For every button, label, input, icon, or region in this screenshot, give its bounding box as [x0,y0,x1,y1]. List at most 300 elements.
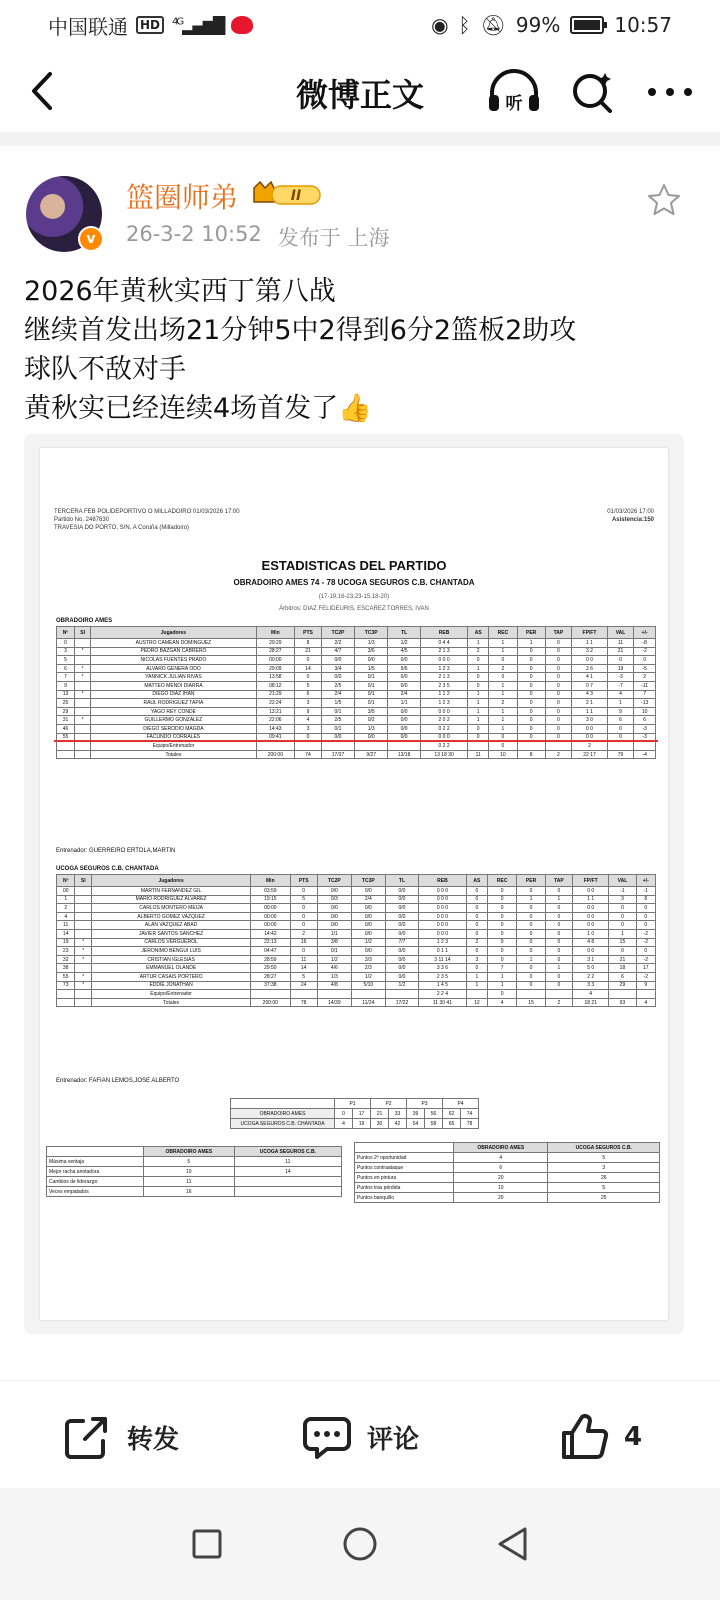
stats-cell: 1 [545,895,572,904]
team2-stats-table [56,874,656,1007]
stats-cell: 1 2 3 [420,664,467,673]
stats-cell: 2 1 3 [420,673,467,682]
stats-cell: 3/4 [321,664,354,673]
stats-cell [545,990,572,999]
stats-header-cell: PTS [295,627,322,639]
summary-header-cell [47,1147,144,1157]
table-row [57,664,656,673]
stats-cell: 0 [636,921,655,930]
comment-button[interactable] [240,1392,480,1482]
highlight-underline [54,740,658,742]
stats-cell: 18 21 [573,998,609,1007]
stats-cell: 25 [57,699,75,708]
stats-cell [517,742,545,751]
summary-cell: 11 [234,1157,341,1167]
doc-header-date: 01/03/2026 17:00 [607,509,654,515]
stats-cell: 0/0 [355,733,388,742]
stats-cell: 3 [609,895,636,904]
stats-cell [636,990,655,999]
summary-cell: 10 [454,1183,548,1193]
summary-header-row [47,1147,342,1157]
stats-cell: 3 11 14 [419,955,467,964]
stats-cell: 0 [609,921,636,930]
stats-cell: * [75,716,91,725]
summary-cell: 5 [143,1157,234,1167]
box-score-document [40,448,668,1320]
stats-cell: 6 [609,972,636,981]
stats-cell: 1/2 [388,639,421,648]
stats-cell: 0/0 [388,656,421,665]
doc-header-line: TRAVESIA DO PORTO, S/N, A Coruña (Milladoiro) [54,525,190,531]
stats-cell: 2 2 [573,972,609,981]
stats-cell: 00:00 [251,921,290,930]
stats-cell: 3 1 [573,955,609,964]
stats-cell: 1 [466,972,487,981]
stats-cell: 38 [57,964,75,973]
stats-cell: 0/1 [355,681,388,690]
table-row [355,1183,660,1193]
summary-cell: 20 [454,1193,548,1203]
thumbs-up-icon [558,1411,610,1463]
stats-cell: 0 [634,656,656,665]
stats-cell: 0/0 [385,955,418,964]
stats-cell: 1 [488,972,517,981]
stats-cell: 0 [488,929,517,938]
stats-cell: 0 [607,656,634,665]
stats-cell [75,656,91,665]
stats-cell: 2 [57,904,75,913]
stats-cell: 0 [295,656,322,665]
stats-cell [256,742,295,751]
stats-cell: 0/0 [321,733,354,742]
stats-cell: 0 7 [572,681,608,690]
stats-cell: 0 [517,929,546,938]
stats-cell: MARIO RODRIGUEZ ALVAREZ [92,895,251,904]
stats-cell: PEDRO BAZGAN CABRERO [91,647,256,656]
stats-cell: 1 [517,955,546,964]
stats-cell: 1 [468,639,489,648]
stats-cell: 9 [488,938,517,947]
stats-cell: 0 [517,681,545,690]
clock: 10:57 [614,13,672,37]
stats-cell: 21 [607,647,634,656]
stats-cell: 0 [636,912,655,921]
stats-cell: 0 0 0 [419,887,467,896]
stats-cell: 6 [607,716,634,725]
stats-cell: 1/1 [317,929,351,938]
summary-header-cell [355,1143,454,1153]
stats-cell: 0/0 [321,673,354,682]
stats-cell: 6 [57,664,75,673]
stats-cell: 0 [466,895,487,904]
quarter-team-cell: UCOGA SEGUROS C.B. CHANTADA [231,1119,335,1129]
quarter-header-cell: P3 [407,1099,443,1109]
stats-cell: 200:00 [256,750,295,759]
stats-cell: 46 [57,724,75,733]
stats-cell: 0 [468,673,489,682]
stats-cell: 1 [607,699,634,708]
stats-cell: 0 0 [573,887,609,896]
stats-cell: 0/1 [321,707,354,716]
summary-cell [234,1177,341,1187]
stats-cell: 1 2 3 [420,699,467,708]
stats-cell: 7 [57,673,75,682]
stats-cell [75,887,92,896]
table-row [57,707,656,716]
stats-cell: 0/0 [385,904,418,913]
comment-label: 评论 [366,1424,419,1455]
summary-cell: Veces empatados [47,1187,144,1197]
stats-cell: 2/3 [351,964,385,973]
stats-cell: 2 [545,998,572,1007]
stats-cell: 0/0 [351,887,385,896]
stats-cell: 0 0 0 [419,921,467,930]
table-row [355,1193,660,1203]
star-favorite-icon[interactable] [646,182,682,218]
table-row [57,895,656,904]
stats-cell: 0 [545,664,572,673]
stats-cell: 0/0 [351,929,385,938]
stats-cell: 0 [517,647,545,656]
stats-cell: 00 [57,887,75,896]
stats-cell: 0/0 [355,656,388,665]
stats-cell: ARTUR CASAIS PORTERO [92,972,251,981]
stats-cell: 13:58 [256,673,295,682]
stats-cell: * [75,947,92,956]
stats-cell: 2/5 [321,716,354,725]
stats-cell: 1 [468,716,489,725]
stats-cell: 0 [466,904,487,913]
stats-cell: 0 [545,929,572,938]
stats-header-cell: Jugadores [92,875,251,887]
stats-cell: 22:24 [256,699,295,708]
system-back-button[interactable] [491,1522,535,1566]
stats-cell: Equipo/Entrenador [91,742,256,751]
stats-cell: 0/2 [355,716,388,725]
stats-cell: 0 [517,707,545,716]
stats-cell: 4 1 [572,673,608,682]
stats-cell: 8 [295,639,322,648]
stats-cell: 79 [607,750,634,759]
stats-cell [321,742,354,751]
stats-cell: 3/8 [317,938,351,947]
stats-cell: 0 0 0 [420,656,467,665]
stats-cell: 1/5 [321,699,354,708]
stats-cell: 4 [607,690,634,699]
stats-cell: 29 [57,707,75,716]
stats-cell: 1 1 [572,639,608,648]
stats-cell: 14 [295,664,322,673]
quarter-score-cell: 62 [443,1109,461,1119]
network-type: 4G [172,16,183,28]
stats-cell: 0/0 [388,673,421,682]
stats-cell: 14:43 [256,724,295,733]
stats-cell: 0 [466,887,487,896]
signal-icon: $^{4G}$▂▄▆█ [172,15,224,35]
stats-cell: 0 [517,724,545,733]
stats-header-cell: TAP [545,875,572,887]
like-count: 4 [623,1422,643,1452]
stats-cell: 14 [290,964,317,973]
stats-cell [388,742,421,751]
post-meta [126,222,389,252]
stats-cell: 15 [517,998,546,1007]
stats-header-cell: FP/FT [572,627,608,639]
stats-cell: 09:41 [256,733,295,742]
stats-cell: 0 [290,904,317,913]
stats-cell: 1 [57,895,75,904]
team1-label: OBRADOIRO AMES [56,618,113,624]
stats-cell: 5/6 [388,664,421,673]
stats-header-cell: PTS [290,875,317,887]
stats-header-cell: TAP [545,627,572,639]
more-button[interactable] [640,64,700,120]
table-row [231,1109,479,1119]
stats-cell: 0 [489,742,518,751]
stats-cell: 2/4 [351,895,385,904]
summary-cell: 5 [548,1153,660,1163]
stats-cell: 0 0 [573,921,609,930]
stats-cell: 2 [545,750,572,759]
stats-cell: 0 [545,955,572,964]
quarter-score-cell: 0 [335,1109,353,1119]
stats-cell: 0 [517,938,546,947]
stats-cell: 1/3 [355,639,388,648]
stats-cell: 0 1 1 [419,947,467,956]
stats-cell: 1 [517,639,545,648]
stats-cell [317,990,351,999]
quarter-score-cell: 74 [461,1109,479,1119]
stats-cell: 0 [290,921,317,930]
home-button[interactable] [338,1522,382,1566]
stats-cell: * [75,938,92,947]
stats-cell: 29 [609,981,636,990]
stats-cell [57,742,75,751]
stats-cell: 0 [517,887,546,896]
stats-cell: 0/0 [321,656,354,665]
post-line: 黄秋实已经连续4场首发了👍 [24,393,372,424]
back-button[interactable] [22,66,62,116]
stats-cell: 0 0 0 [420,733,467,742]
stats-cell: 11 30 41 [419,998,467,1007]
stats-cell [75,742,91,751]
post-text [24,272,694,428]
stats-cell: -3 [634,733,656,742]
stats-cell: 0 0 0 [419,929,467,938]
quarter-score-cell: 54 [407,1119,425,1129]
stats-cell: 0 [466,921,487,930]
stats-header-cell: Nº [57,627,75,639]
stats-cell: 19 [57,938,75,947]
doc-title: ESTADISTICAS DEL PARTIDO [261,558,447,573]
action-divider [0,1380,720,1381]
stats-cell: 22:13 [251,938,290,947]
listen-label: 听 [505,94,523,114]
summary-cell: 10 [143,1167,234,1177]
stats-cell: 21 [609,955,636,964]
post-image[interactable] [24,434,684,1334]
system-nav-bar [0,1488,720,1600]
stats-cell: 2 [290,929,317,938]
stats-cell [75,998,92,1007]
stats-cell: CRISTIAN IGLESIAS [92,955,251,964]
stats-header-cell: SI [75,627,91,639]
stats-cell: 0/0 [385,895,418,904]
vip-crown-badge [252,180,326,208]
stats-cell [75,750,91,759]
stats-cell: MATTEO MENDI DIARRA [91,681,256,690]
table-row [57,681,656,690]
stats-cell [75,895,92,904]
table-row [57,955,656,964]
table-row [57,639,656,648]
doc-header-attendance: Asistencia:150 [611,517,654,523]
stats-cell: 0 [545,681,572,690]
stats-cell: 5 [57,656,75,665]
stats-cell [75,912,92,921]
stats-header-cell: Min [251,875,290,887]
stats-cell: 5 0 [573,964,609,973]
stats-cell [75,929,92,938]
header-divider [0,132,720,146]
quarter-score-cell: 33 [389,1109,407,1119]
listen-button[interactable] [484,64,544,120]
post-date: 26-3-2 10:52 [126,222,262,246]
stats-cell: 0 0 0 [419,912,467,921]
stats-cell: 1 [609,929,636,938]
stats-cell: 55 [57,972,75,981]
stats-cell: 0 [545,690,572,699]
doc-header [54,508,654,532]
doc-referees: Árbitros: DIAZ FELIDEURIS, ESCAREZ TORRES, IVAN [279,606,429,612]
stats-header-cell: REB [419,875,467,887]
stats-cell: 1/2 [351,938,385,947]
quarter-score-cell: 58 [425,1119,443,1129]
stats-cell: 0 [466,964,487,973]
stats-cell: 0 0 [572,724,608,733]
stats-cell: 10 [489,750,518,759]
summary-cell: 16 [143,1187,234,1197]
stats-cell: EDDIE JONATHAN [92,981,251,990]
stats-header-cell: AS [466,875,487,887]
stats-cell: 0/1 [321,724,354,733]
table-row [57,656,656,665]
stats-header-cell: FP/FT [573,875,609,887]
stats-cell: 11 [468,750,489,759]
stats-cell: 9 [57,681,75,690]
stats-cell: 0 [468,656,489,665]
stats-cell: JERONIMO BENGUI LUIS [92,947,251,956]
stats-cell: 0/0 [385,921,418,930]
quarter-score-cell: 65 [443,1119,461,1129]
stats-cell: 4 8 [573,938,609,947]
stats-cell: 0 [466,912,487,921]
stats-cell: 0 [517,947,546,956]
search-button[interactable] [562,64,622,120]
table-row [231,1119,479,1129]
stats-cell: MARTIN FERNANDEZ GIL [92,887,251,896]
stats-cell: 2 [572,742,608,751]
stats-header-cell: Nº [57,875,75,887]
stats-cell: 0/0 [351,947,385,956]
stats-cell: 4 [636,998,655,1007]
stats-cell: 11 [290,955,317,964]
table-row [57,972,656,981]
team2-coach: Entrenador: FAFIAN LEMOS,JOSE ALBERTO [56,1078,180,1084]
stats-cell: 13 18 30 [420,750,467,759]
stats-cell: 0 [545,938,572,947]
stats-cell: 0 0 [572,656,608,665]
stats-cell: 0 [290,947,317,956]
stats-header-cell: VAL [607,627,634,639]
stats-cell: 4 [573,990,609,999]
stats-cell: 0 [488,990,517,999]
stats-cell: Totales [91,750,256,759]
stats-cell: 3 0 [572,716,608,725]
stats-cell: 0 4 4 [420,639,467,648]
quarters-header-row [231,1099,479,1109]
headphones-icon [486,67,542,117]
stats-cell: 0 [636,904,655,913]
stats-cell: FACUNDO CORRALES [91,733,256,742]
stats-cell: 4/7 [321,647,354,656]
stats-cell: 93 [609,998,636,1007]
stats-cell: 3/6 [355,647,388,656]
like-button[interactable] [480,1392,720,1482]
stats-cell: 1/5 [355,664,388,673]
stats-cell: 22 17 [572,750,608,759]
team2-label: UCOGA SEGUROS C.B. CHANTADA [56,866,159,872]
stats-cell: CARLOS VERGUEROL [92,938,251,947]
table-row [57,647,656,656]
stats-cell: 29:09 [256,664,295,673]
post-line: 2026年黄秋实西丁第八战 [24,276,336,307]
stats-cell: -7 [607,681,634,690]
stats-cell [517,990,546,999]
summary-header-row [355,1143,660,1153]
repost-button[interactable] [0,1392,240,1482]
action-bar [0,1392,720,1482]
table-row [57,990,656,999]
stats-cell: 0 [290,887,317,896]
more-dots-icon [647,86,693,98]
stats-cell: 0/0 [351,921,385,930]
stats-cell: 0 0 0 [420,707,467,716]
stats-cell: -1 [636,887,655,896]
stats-cell: 1/2 [385,981,418,990]
stats-cell: 14:42 [251,929,290,938]
stats-cell: 78 [290,998,317,1007]
stats-cell: 8 [636,895,655,904]
stats-cell: 0 [517,964,546,973]
eye-icon: ◉ [431,13,449,37]
stats-cell: 24 [290,981,317,990]
recent-apps-button[interactable] [185,1522,229,1566]
stats-cell: 0/0 [351,904,385,913]
summary-header-cell: OBRADOIRO AMES [143,1147,234,1157]
stats-cell: 2 [634,673,656,682]
username[interactable]: 篮圈师弟 [126,181,239,214]
stats-cell: ALVARO GENERA ODO [91,664,256,673]
stats-cell: 4 [295,716,322,725]
stats-cell: 74 [295,750,322,759]
stats-cell: 0 [295,733,322,742]
summary-cell: Mejor racha anotadora [47,1167,144,1177]
post-location: 发布于 上海 [277,226,390,250]
stats-cell: 13/18 [388,750,421,759]
stats-cell: 4 [488,998,517,1007]
status-bar [0,0,720,50]
